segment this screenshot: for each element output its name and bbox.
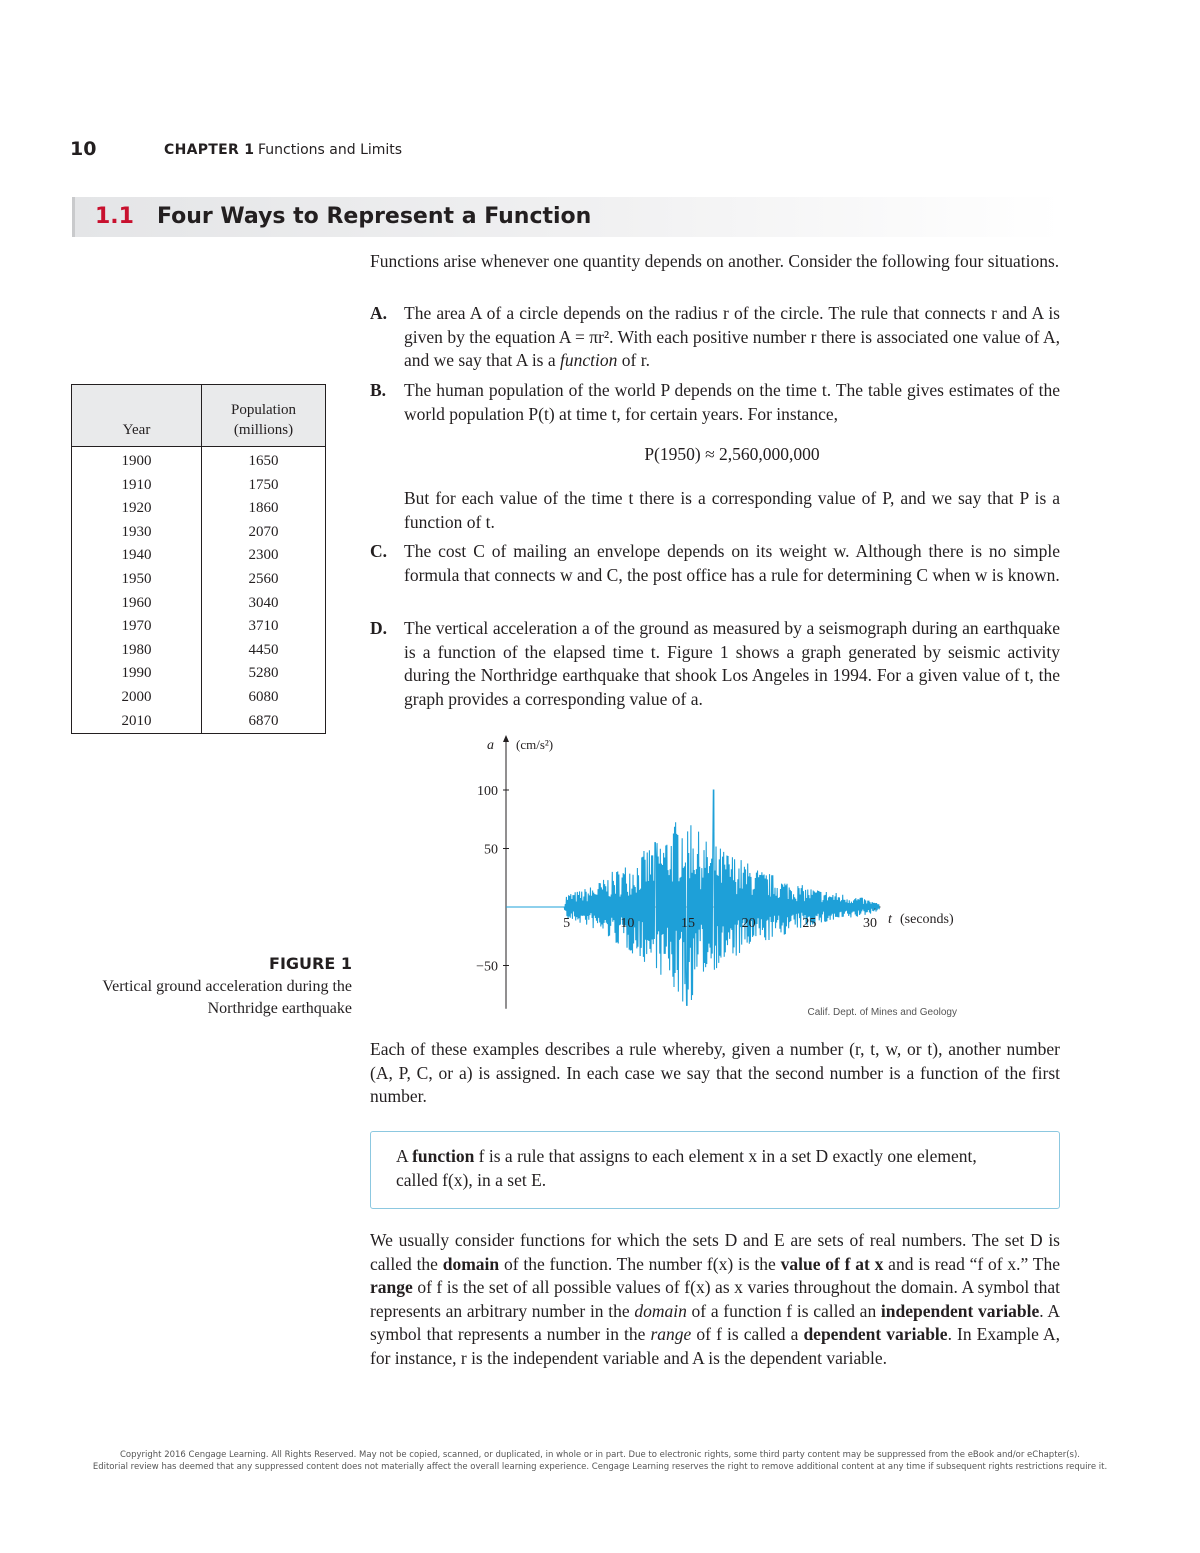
definition-box	[370, 1131, 1060, 1209]
example-a	[370, 302, 1060, 373]
emphasis-range: range	[650, 1324, 692, 1344]
term-range: range	[370, 1277, 413, 1297]
table-header-row	[72, 385, 326, 447]
x-axis-unit: (seconds)	[900, 912, 954, 927]
emphasis-domain: domain	[634, 1300, 687, 1321]
text-run: of the function. The number f(x) is the	[499, 1253, 781, 1274]
population-cell: 6080	[248, 688, 279, 705]
example-text: The vertical acceleration a of the ground as measured by a seismograph during an earthquake is a function of the elapsed time t. Figure 1 shows a graph generated by seismic activity during the Northridge earthquake that shook Los Angeles in 1994. For a given value of t, the graph provides a corresponding value of a.	[404, 618, 1060, 709]
x-tick-label: 30	[863, 916, 877, 931]
table-row	[72, 447, 326, 474]
definition-text	[396, 1145, 996, 1192]
x-tick-label: 15	[681, 916, 695, 931]
text-run: . In Example A, for instance, r is the independent variable and A is the dependent variable.	[370, 1324, 1061, 1368]
section-number: 1.1	[95, 204, 134, 229]
population-table	[71, 384, 326, 734]
table-row	[72, 639, 326, 663]
year-cell: 1930	[72, 521, 202, 545]
population-cell: 4450	[248, 641, 279, 658]
text-run: of f is called a	[691, 1324, 804, 1344]
term-dependent-variable: dependent variable	[803, 1324, 948, 1344]
chart-source-credit: Calif. Dept. of Mines and Geology	[807, 1007, 957, 1018]
y-axis-arrow-icon	[503, 735, 509, 742]
definition-text-start: A	[396, 1146, 413, 1166]
x-axis-variable: t	[888, 912, 892, 927]
example-a-emphasis: function	[560, 350, 618, 370]
summary-paragraph: Each of these examples describes a rule whereby, given a number (r, t, w, or t), another number (A, P, C, or a) is assigned. In each case we say that the second number is a function of the first number.	[370, 1039, 1060, 1106]
table-row	[72, 474, 326, 498]
y-axis-unit: (cm/s²)	[516, 737, 554, 752]
x-tick-label: 20	[741, 916, 756, 931]
example-letter: C.	[370, 541, 388, 561]
table-row	[72, 568, 326, 592]
year-cell: 1900	[72, 447, 202, 474]
text-run: and is read “f of x.” The	[883, 1253, 1060, 1274]
table-row	[72, 521, 326, 545]
example-letter: B.	[370, 380, 387, 400]
definition-text-end: f is a rule that assigns to each element x in a set D exactly one element, called f(x), in a set E.	[396, 1146, 977, 1190]
example-letter: D.	[370, 618, 388, 638]
year-cell: 2010	[72, 710, 202, 734]
population-cell: 1860	[248, 500, 279, 517]
population-cell: 2070	[248, 523, 279, 540]
year-cell: 1950	[72, 568, 202, 592]
population-header-label: Population	[230, 402, 296, 418]
table-row	[72, 710, 326, 734]
text-run: of f is the set of all possible values of f(x) as x varies throughout the domain. A symbol that represents an arbitrary number in the	[370, 1277, 1060, 1321]
page-number: 10	[70, 138, 97, 160]
population-cell: 1650	[248, 453, 279, 469]
table-row	[72, 615, 326, 639]
x-tick-label: 5	[563, 916, 571, 931]
footer-line-2: Editorial review has deemed that any suppressed content does not materially affect the overall learning experience. Cengage Learning reserves the right to remove additional content at any time if subsequent rights restrictions require it.	[92, 1462, 1108, 1472]
intro-paragraph: Functions arise whenever one quantity depends on another. Consider the following four situations.	[370, 251, 1060, 271]
text-run: . A symbol that represents a number in the	[370, 1300, 1060, 1344]
copyright-footer	[60, 1449, 1140, 1473]
y-tick-label: −50	[476, 959, 498, 975]
figure-caption: Vertical ground acceleration during the Northridge earthquake	[102, 978, 352, 1017]
year-cell: 1980	[72, 639, 202, 663]
population-cell: 3040	[248, 594, 279, 611]
example-a-text-end: of r.	[617, 350, 650, 370]
population-cell: 2560	[248, 570, 279, 587]
population-header-unit: (millions)	[233, 422, 294, 438]
population-cell: 5280	[248, 665, 279, 682]
example-b	[370, 379, 1060, 426]
figure-label: FIGURE 1	[269, 954, 352, 973]
year-cell: 2000	[72, 686, 202, 710]
seismograph-chart	[440, 725, 980, 1025]
year-column-header	[72, 385, 202, 447]
chapter-title: Functions and Limits	[258, 142, 403, 158]
population-cell: 3710	[248, 618, 279, 635]
term-domain: domain	[442, 1253, 500, 1274]
table-row	[72, 662, 326, 686]
year-cell: 1970	[72, 615, 202, 639]
population-cell: 1750	[248, 476, 279, 493]
example-letter: A.	[370, 303, 388, 323]
example-text	[404, 302, 1060, 373]
population-cell: 2300	[248, 547, 279, 564]
domain-paragraph	[370, 1229, 1060, 1370]
table-row	[72, 544, 326, 568]
term-independent-variable: independent variable	[880, 1300, 1040, 1321]
x-tick-label: 10	[620, 916, 635, 931]
table-body	[72, 447, 326, 734]
year-cell: 1990	[72, 662, 202, 686]
y-tick-label: 50	[484, 842, 498, 858]
example-a-text: The area A of a circle depends on the radius r of the circle. The rule that connects r and A is given by the equation A = πr². With each positive number r there is associated one value of A, and we say that A is a	[404, 303, 1060, 370]
population-cell: 6870	[248, 712, 279, 729]
text-run: We usually consider functions for which the sets D and E are sets of real numbers. The set D is called the	[370, 1230, 1060, 1274]
year-header-label: Year	[122, 422, 151, 438]
footer-line-1: Copyright 2016 Cengage Learning. All Rights Reserved. May not be copied, scanned, or duplicated, in whole or in part. Due to electronic rights, some third party content may be suppressed from the eBook and/or eChapter(s).	[119, 1450, 1081, 1460]
chapter-label: CHAPTER 1	[164, 142, 255, 158]
example-text: The human population of the world P depends on the time t. The table gives estimates of the world population P(t) at time t, for certain years. For instance,	[404, 380, 1060, 424]
example-d	[370, 617, 1060, 711]
year-cell: 1920	[72, 497, 202, 521]
year-cell: 1910	[72, 474, 202, 498]
example-text: The cost C of mailing an envelope depends on its weight w. Although there is no simple formula that connects w and C, the post office has a rule for determining C when w is known.	[404, 541, 1060, 585]
text-run: of a function f is called an	[686, 1300, 881, 1321]
acceleration-series-line	[506, 790, 879, 1005]
year-cell: 1960	[72, 592, 202, 616]
example-b-continuation: But for each value of the time t there is a corresponding value of P, and we say that P is a function of t.	[404, 488, 1060, 532]
definition-term: function	[412, 1146, 475, 1166]
equation: P(1950) ≈ 2,560,000,000	[644, 444, 820, 464]
year-cell: 1940	[72, 544, 202, 568]
section-title: Four Ways to Represent a Function	[157, 204, 592, 229]
population-column-header	[202, 385, 326, 447]
x-tick-label: 25	[802, 916, 817, 931]
table-row	[72, 497, 326, 521]
y-tick-label: 100	[477, 784, 498, 799]
y-axis-variable: a	[487, 738, 494, 753]
table-row	[72, 686, 326, 710]
example-c	[370, 540, 1060, 587]
table-row	[72, 592, 326, 616]
term-value: value of f at x	[780, 1253, 884, 1274]
section-banner	[72, 197, 1063, 237]
